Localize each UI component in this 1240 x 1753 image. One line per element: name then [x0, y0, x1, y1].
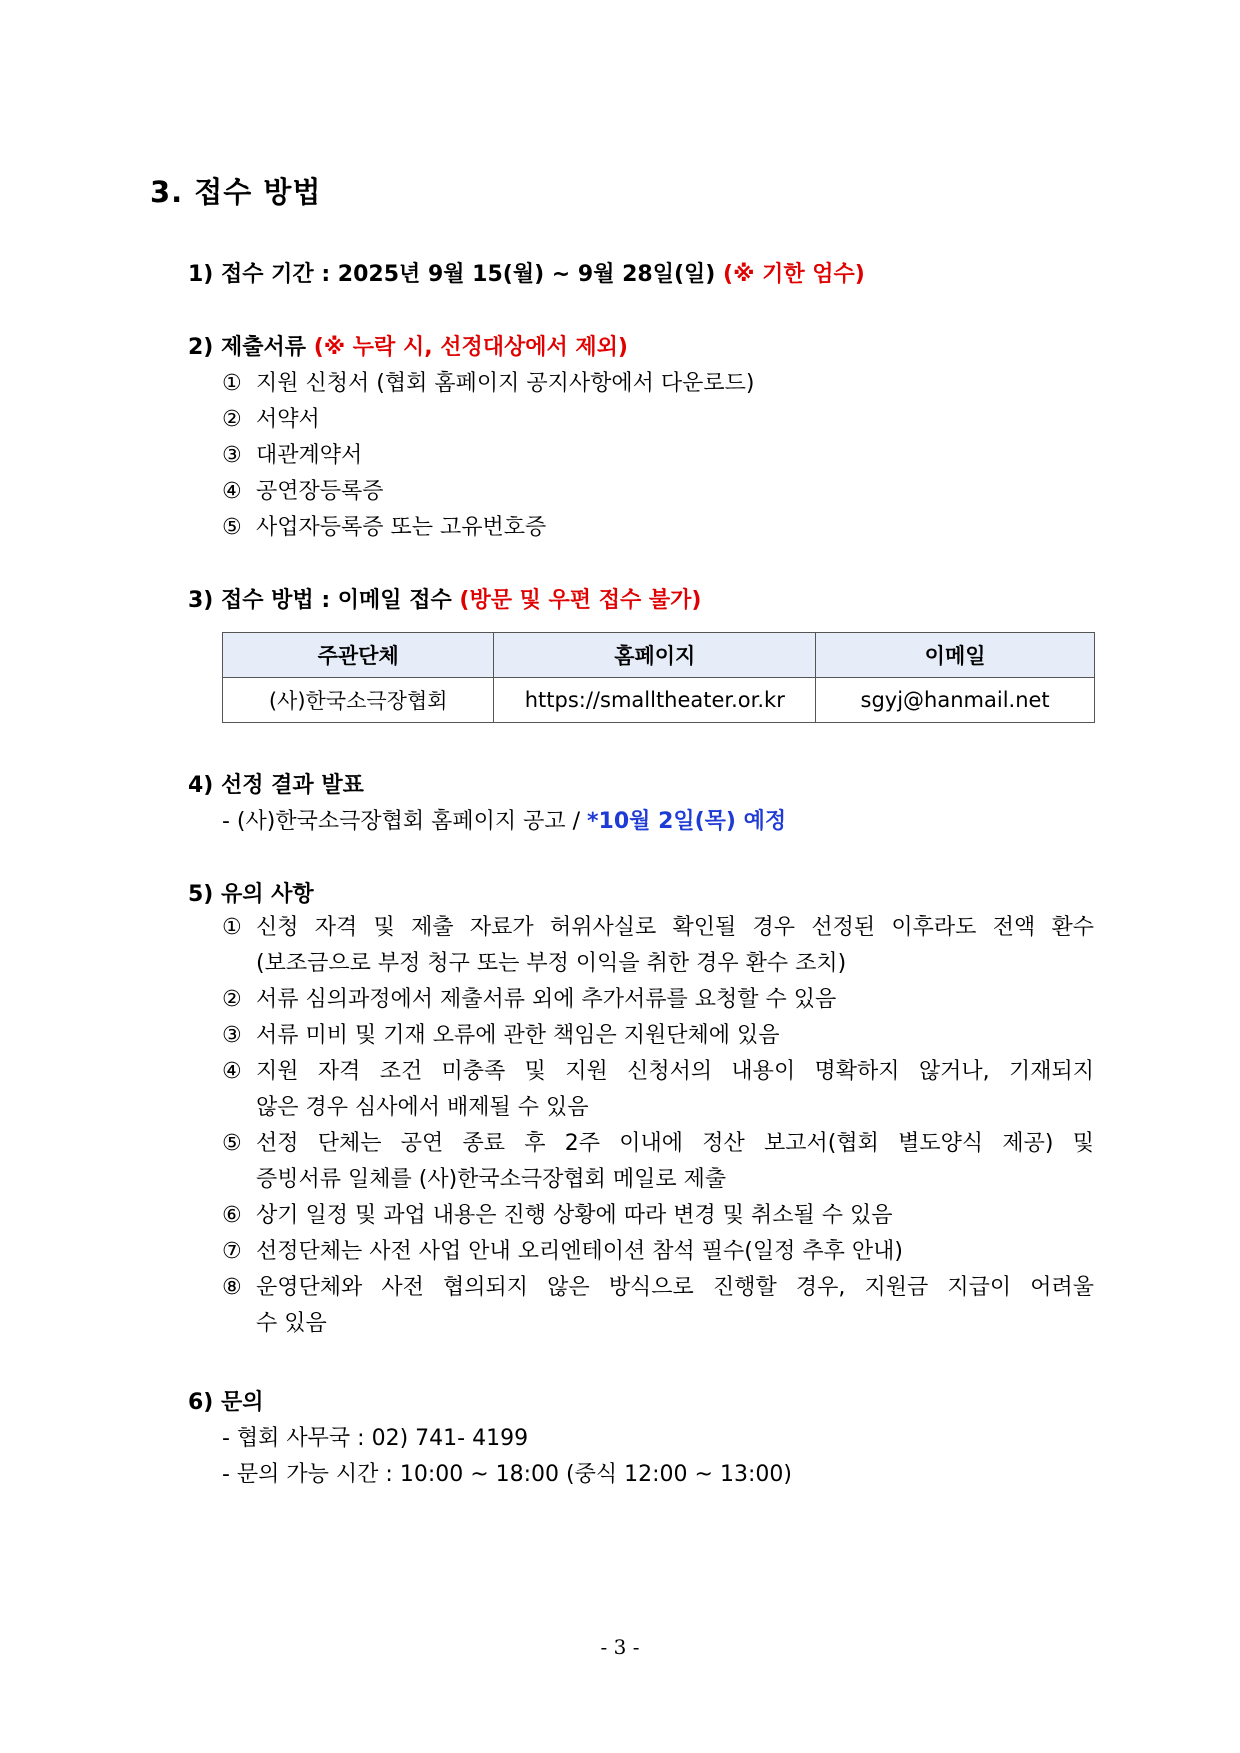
documents-heading: 2) 제출서류: [188, 335, 307, 360]
note-item: ④ 지원 자격 조건 미충족 및 지원 신청서의 내용이 명확하지 않거나, 기재되지 않은 경우 심사에서 배제될 수 있음: [222, 1059, 1094, 1120]
email-cell[interactable]: sgyj@hanmail.net: [816, 678, 1095, 723]
note-item: ⑧ 운영단체와 사전 협의되지 않은 방식으로 진행할 경우, 지원금 지급이 어려울 수 있음: [222, 1275, 1094, 1336]
note-item: ⑦ 선정단체는 사전 사업 안내 오리엔테이션 참석 필수(일정 추후 안내): [222, 1239, 903, 1264]
organizer-cell: (사)한국소극장협회: [223, 678, 494, 723]
period-note: (※ 기한 엄수): [723, 262, 865, 287]
table-header: 주관단체: [223, 633, 494, 678]
contact-heading: 6) 문의: [188, 1390, 264, 1415]
table-header: 홈페이지: [494, 633, 816, 678]
document-item: ④ 공연장등록증: [222, 479, 384, 504]
result-heading: 4) 선정 결과 발표: [188, 773, 364, 798]
table-header-row: [223, 633, 1095, 678]
table-header: 이메일: [816, 633, 1095, 678]
documents-heading-row: [188, 330, 628, 361]
note-item: ③ 서류 미비 및 기재 오류에 관한 책임은 지원단체에 있음: [222, 1023, 780, 1048]
note-item: ② 서류 심의과정에서 제출서류 외에 추가서류를 요청할 수 있음: [222, 987, 837, 1012]
document-item: ② 서약서: [222, 407, 320, 432]
document-item: ⑤ 사업자등록증 또는 고유번호증: [222, 515, 547, 540]
note-item: ① 신청 자격 및 제출 자료가 허위사실로 확인될 경우 선정된 이후라도 전액 환수 (보조금으로 부정 청구 또는 부정 이익을 취한 경우 환수 조치): [222, 915, 1094, 976]
page-number: - 3 -: [600, 1635, 640, 1659]
section-title: 3. 접수 방법: [150, 175, 322, 209]
period-heading-row: [188, 257, 865, 288]
organizer-table: [222, 632, 1095, 723]
note-item: ⑤ 선정 단체는 공연 종료 후 2주 이내에 정산 보고서(협회 별도양식 제공) 및 증빙서류 일체를 (사)한국소극장협회 메일로 제출: [222, 1131, 1094, 1192]
result-line: - (사)한국소극장협회 홈페이지 공고 / *10월 2일(목) 예정: [222, 809, 787, 834]
method-heading-row: [188, 583, 701, 614]
note-item: ⑥ 상기 일정 및 과업 내용은 진행 상황에 따라 변경 및 취소될 수 있음: [222, 1203, 893, 1228]
result-date: *10월 2일(목) 예정: [587, 809, 787, 834]
contact-office: - 협회 사무국 : 02) 741- 4199: [222, 1426, 529, 1451]
method-heading: 3) 접수 방법 : 이메일 접수: [188, 588, 452, 613]
homepage-cell[interactable]: https://smalltheater.or.kr: [494, 678, 816, 723]
table-row: [223, 678, 1095, 723]
contact-hours: - 문의 가능 시간 : 10:00 ~ 18:00 (중식 12:00 ~ 13:00): [222, 1462, 792, 1487]
documents-note: (※ 누락 시, 선정대상에서 제외): [313, 335, 628, 360]
notes-list: [222, 910, 1094, 1342]
period-heading: 1) 접수 기간 : 2025년 9월 15(월) ~ 9월 28일(일): [188, 262, 716, 287]
document-item: ③ 대관계약서: [222, 443, 363, 468]
method-note: (방문 및 우편 접수 불가): [459, 588, 702, 613]
notes-heading: 5) 유의 사항: [188, 882, 314, 907]
document-item: ① 지원 신청서 (협회 홈페이지 공지사항에서 다운로드): [222, 371, 755, 396]
